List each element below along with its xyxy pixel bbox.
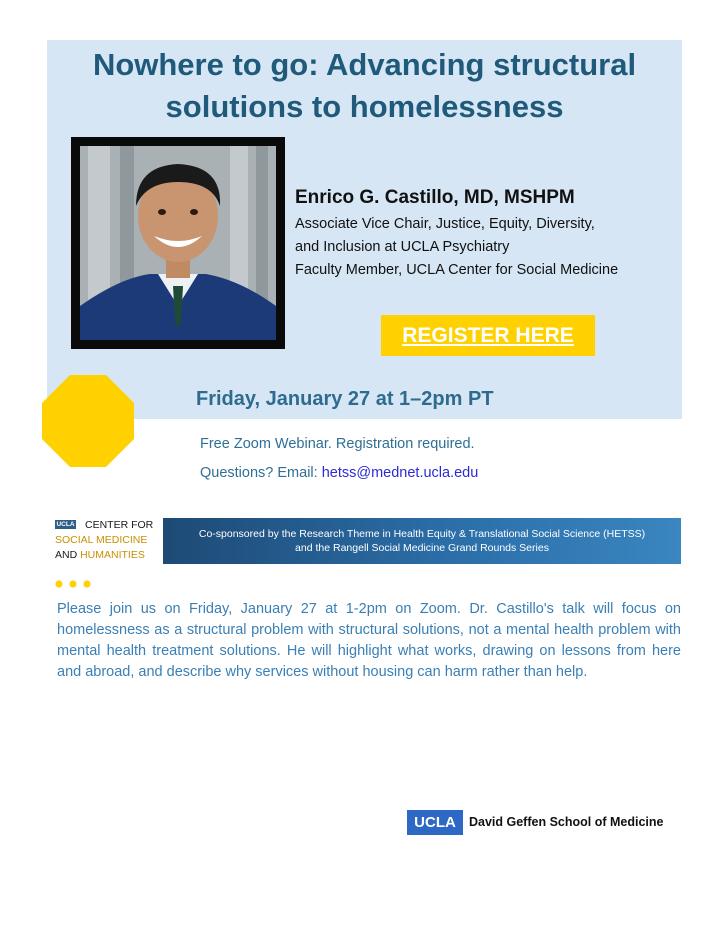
csm-logo-line-3 — [55, 549, 145, 561]
speaker-photo — [80, 146, 276, 340]
speaker-title-line-2: and Inclusion at UCLA Psychiatry — [295, 239, 510, 255]
cosponsor-line-2: and the Rangell Social Medicine Grand Rounds Series — [295, 542, 549, 554]
speaker-name: Enrico G. Castillo, MD, MSHPM — [295, 187, 575, 208]
center-social-medicine-logo — [55, 518, 163, 566]
csm-logo-line-1: CENTER FOR — [85, 519, 154, 531]
webinar-info: Free Zoom Webinar. Registration required. — [200, 436, 475, 452]
csm-logo-line-3a: AND — [55, 549, 81, 561]
yellow-octagon-decoration — [40, 373, 136, 469]
speaker-title-line-3: Faculty Member, UCLA Center for Social Medicine — [295, 262, 619, 278]
register-button[interactable]: REGISTER HERE — [381, 315, 595, 356]
event-title — [47, 44, 682, 128]
cosponsor-banner — [163, 518, 681, 564]
event-description: Please join us on Friday, January 27 at 1-2pm on Zoom. Dr. Castillo's talk will focus on homelessness as a structural problem with structural solutions, not a mental health problem with mental health treatment solutions. He will highlight what works, drawing on lessons from here and abroad, and describe why services without housing can harm rather than help. — [57, 601, 681, 680]
csm-logo-line-3b: HUMANITIES — [80, 549, 145, 561]
ucla-wordmark: UCLA — [407, 810, 463, 835]
event-title-line-2: solutions to homelessness — [165, 89, 564, 124]
contact-email-link[interactable]: hetss@mednet.ucla.edu — [321, 465, 479, 481]
csm-logo-line-2: SOCIAL MEDICINE — [55, 534, 148, 546]
questions-line — [200, 465, 478, 481]
event-date-time: Friday, January 27 at 1–2pm PT — [196, 388, 494, 410]
speaker-title-line-1: Associate Vice Chair, Justice, Equity, Diversity, — [295, 216, 595, 232]
yellow-dots-decoration — [55, 579, 95, 589]
school-name: David Geffen School of Medicine — [469, 815, 664, 829]
event-title-line-1: Nowhere to go: Advancing structural — [92, 47, 637, 82]
csm-logo-badge: UCLA — [56, 521, 75, 528]
questions-prefix: Questions? Email: — [200, 465, 322, 481]
cosponsor-line-1: Co-sponsored by the Research Theme in Health Equity & Translational Social Science (HETSS) — [198, 528, 646, 540]
